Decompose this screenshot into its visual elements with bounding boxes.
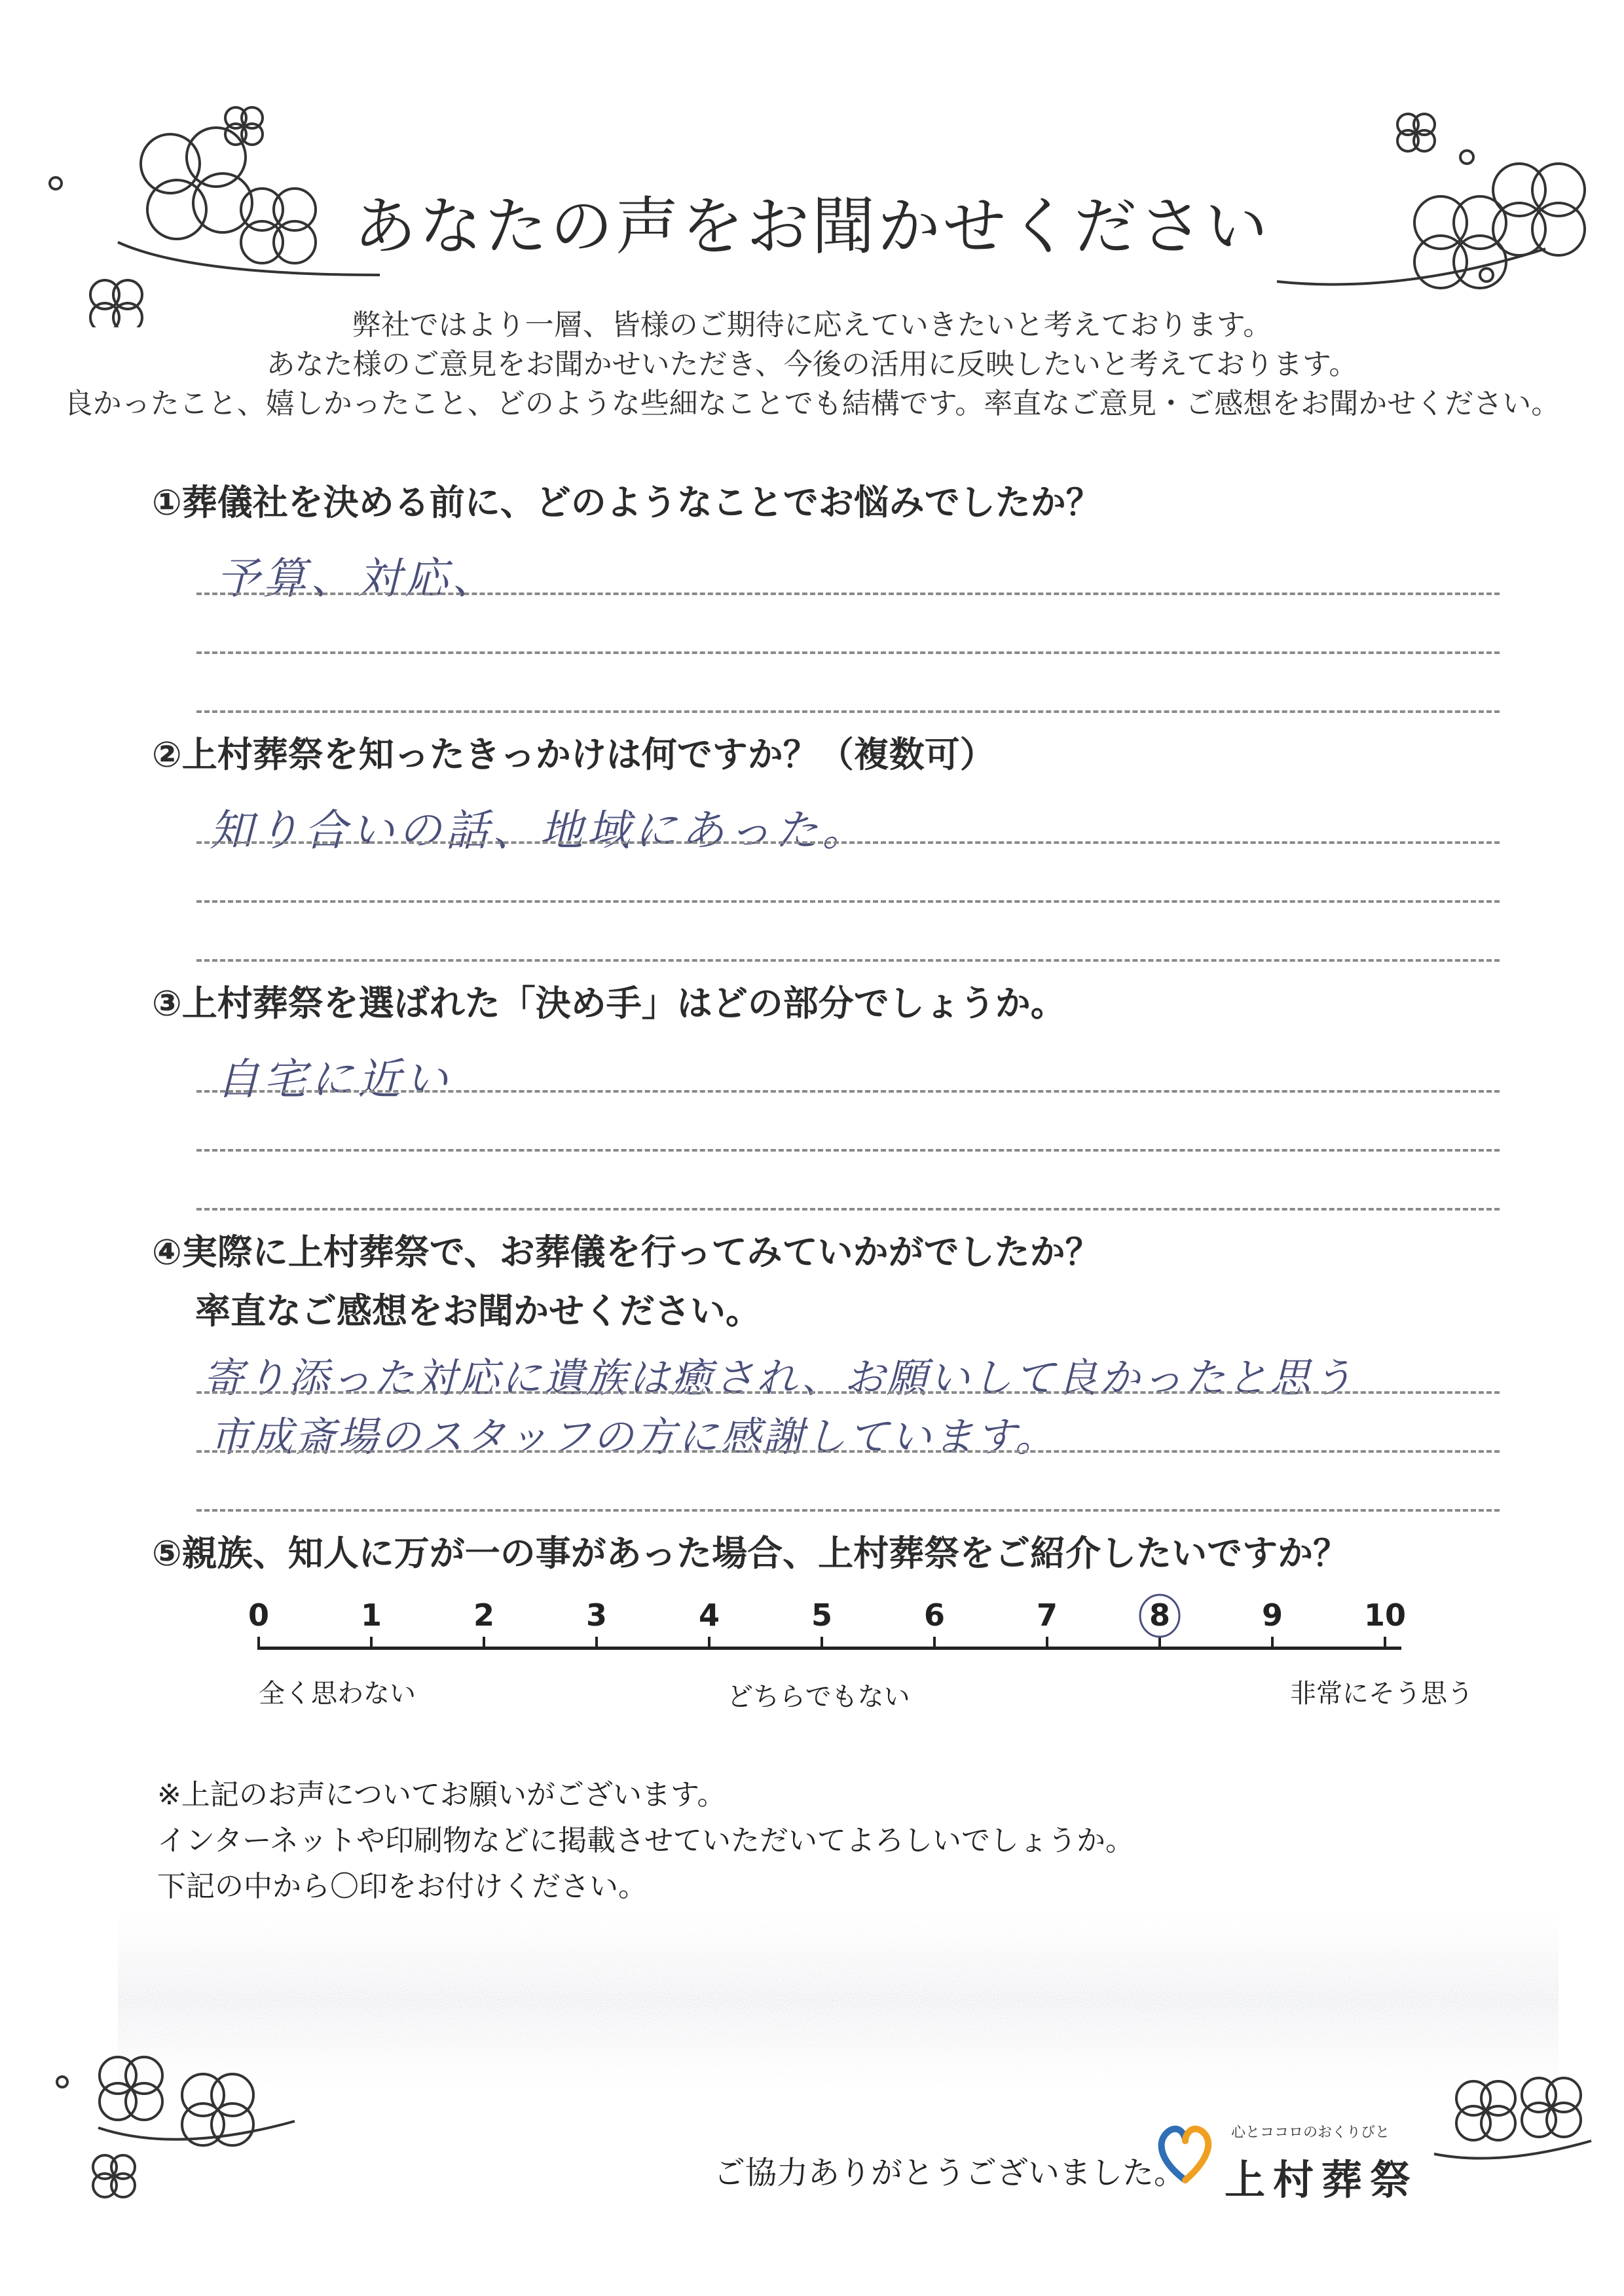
question-4-label: ④実際に上村葬祭で、お葬儀を行ってみていかがでしたか？ (152, 1231, 1101, 1273)
rating-tick-label: 0 (248, 1597, 270, 1633)
rating-tick-label: 10 (1363, 1597, 1407, 1633)
note-line-3: 下記の中から〇印をお付けください。 (157, 1870, 647, 1903)
answer-line (196, 651, 1500, 654)
intro-line-1: 弊社ではより一層、皆様のご期待に応えていきたいと考えております。 (352, 308, 1272, 342)
rating-tick-label: 4 (698, 1597, 720, 1633)
question-3-answer-line-1: 自宅に近い (216, 1054, 452, 1104)
question-4-answer-line-1: 寄り添った対応に遺族は癒され、お願いして良かったと思う (203, 1354, 1355, 1402)
clover-decoration-bottom-right (1421, 2069, 1611, 2174)
question-4-answer-line-2: 市成斎場のスタッフの方に感謝しています。 (210, 1413, 1058, 1461)
intro-line-2: あなた様のご意見をお聞かせいただき、今後の活用に反映したいと考えております。 (266, 348, 1358, 381)
answer-line (196, 959, 1500, 962)
question-1-label: ①葬儀社を決める前に、どのようなことでお悩みでしたか？ (152, 482, 1101, 523)
selected-rating-circle (1134, 1590, 1186, 1642)
rating-tick-mark (595, 1637, 598, 1650)
rating-tick-mark (708, 1637, 710, 1650)
question-4-sublabel: 率直なご感想をお聞かせください。 (195, 1290, 761, 1332)
answer-line (196, 1509, 1500, 1512)
brand-name: 上村葬祭 (1225, 2156, 1419, 2204)
answer-line (196, 1149, 1500, 1152)
rating-tick-label: 9 (1261, 1597, 1283, 1633)
rating-tick-mark (1384, 1637, 1386, 1650)
question-2-label: ②上村葬祭を知ったきっかけは何ですか？（複数可） (152, 734, 995, 775)
rating-tick-label: 8 (1149, 1597, 1171, 1633)
redacted-area (118, 1912, 1559, 2088)
rating-tick-mark (933, 1637, 936, 1650)
rating-tick-mark (1271, 1637, 1274, 1650)
rating-tick-mark (370, 1637, 373, 1650)
rating-tick-mark (1046, 1637, 1048, 1650)
scale-low-label: 全く思わない (259, 1679, 416, 1709)
answer-line (196, 710, 1500, 713)
brand-tagline: 心とココロのおくりびと (1231, 2124, 1390, 2141)
answer-line (196, 1090, 1500, 1093)
scale-mid-label: どちらでもない (727, 1682, 910, 1712)
answer-line (196, 841, 1500, 844)
rating-tick-label: 1 (360, 1597, 382, 1633)
page-title: あなたの声をお聞かせください (354, 190, 1270, 263)
rating-tick-label: 6 (923, 1597, 946, 1633)
question-2-answer-line-1: 知り合いの話、地域にあった。 (210, 805, 870, 856)
answer-line (196, 900, 1500, 903)
note-line-1: ※上記のお声についてお願いがございます。 (157, 1778, 726, 1812)
thank-you-message: ご協力ありがとうございました。 (714, 2155, 1186, 2191)
question-5-label: ⑤親族、知人に万が一の事があった場合、上村葬祭をご紹介したいですか？ (152, 1533, 1349, 1574)
intro-line-3: 良かったこと、嬉しかったこと、どのような些細なことでも結構です。率直なご意見・ご感想をお聞かせください。 (64, 387, 1560, 420)
note-line-2: インターネットや印刷物などに掲載させていただいてよろしいでしょうか。 (157, 1824, 1135, 1857)
question-1-answer-line-1: 予算、対応、 (216, 553, 499, 604)
rating-tick-label: 2 (473, 1597, 495, 1633)
rating-scale-axis (259, 1647, 1401, 1650)
answer-line (196, 1450, 1500, 1453)
answer-line (196, 592, 1500, 595)
scale-high-label: 非常にそう思う (1290, 1679, 1473, 1709)
clover-decoration-bottom-left (46, 2043, 321, 2200)
answer-line (196, 1391, 1500, 1394)
answer-line (196, 1208, 1500, 1211)
rating-tick-mark (483, 1637, 485, 1650)
rating-tick-mark (821, 1637, 823, 1650)
question-3-label: ③上村葬祭を選ばれた「決め手」はどの部分でしょうか。 (152, 983, 1066, 1024)
heart-logo-icon (1153, 2115, 1218, 2187)
rating-tick-label: 5 (811, 1597, 833, 1633)
rating-tick-label: 3 (585, 1597, 608, 1633)
rating-tick-mark (257, 1637, 260, 1650)
rating-tick-label: 7 (1036, 1597, 1058, 1633)
